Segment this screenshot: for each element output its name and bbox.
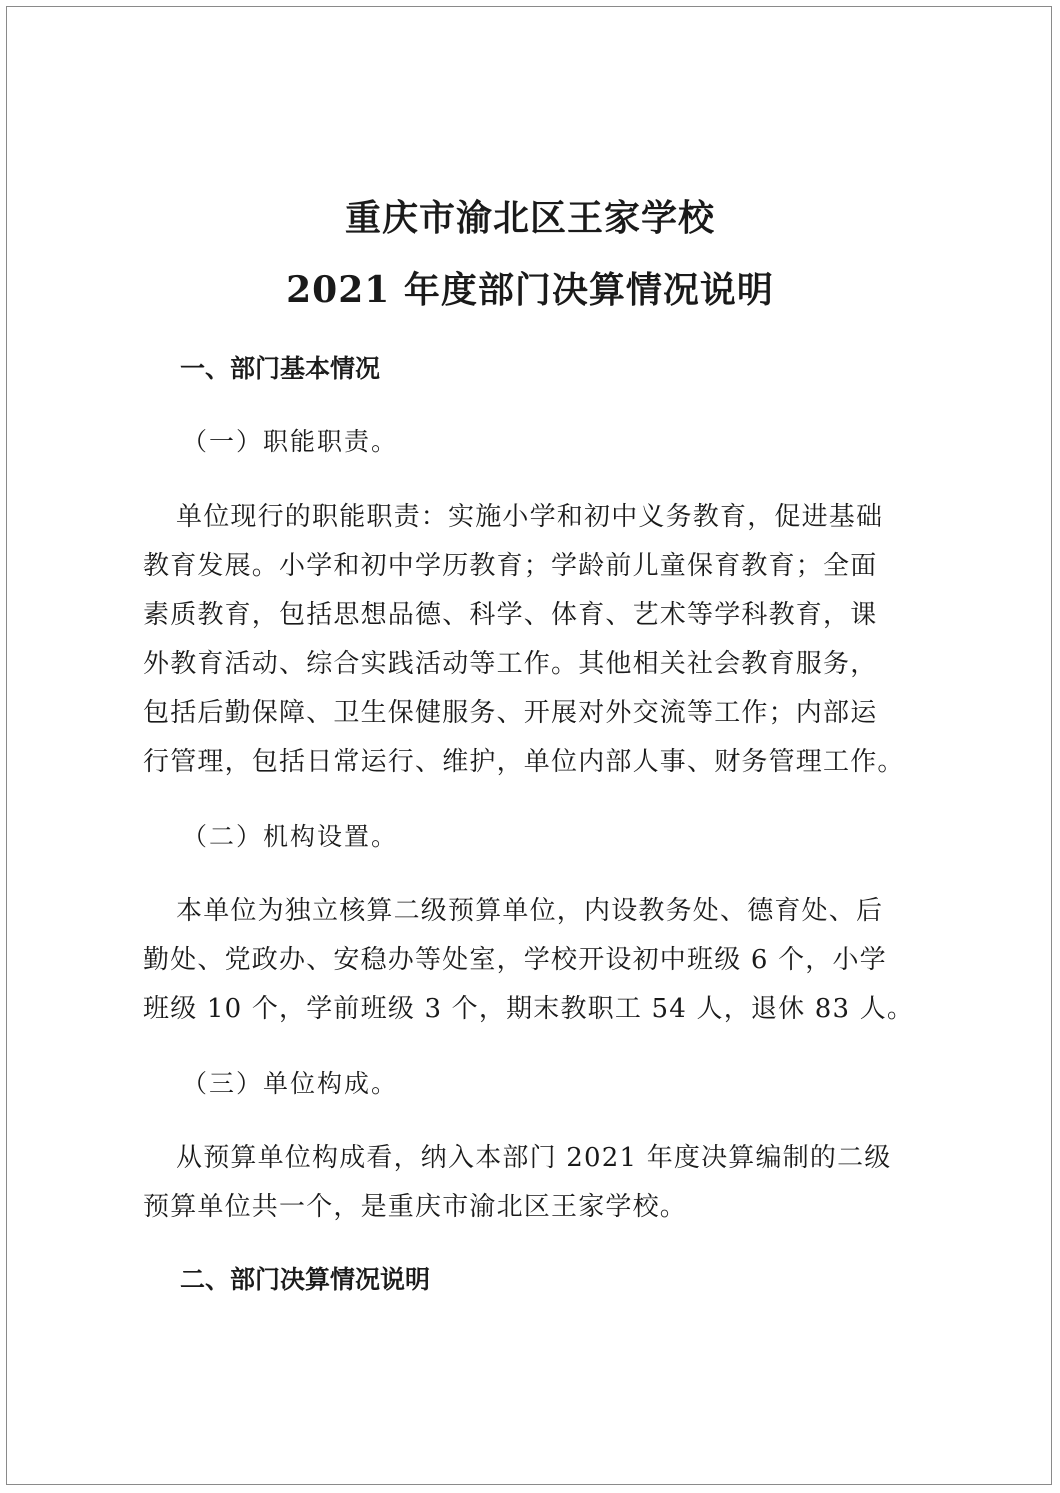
subsection-structure-heading: （二）机构设置。 bbox=[182, 822, 399, 851]
paragraph-line: 本单位为独立核算二级预算单位，内设教务处、德育处、后 bbox=[176, 896, 884, 926]
paragraph-line: 教育发展。小学和初中学历教育；学龄前儿童保育教育；全面 bbox=[143, 551, 878, 581]
document-title-line1: 重庆市渝北区王家学校 bbox=[344, 197, 715, 239]
structure-paragraph bbox=[143, 887, 943, 1034]
paragraph-line: 包括后勤保障、卫生保健服务、开展对外交流等工作；内部运 bbox=[143, 698, 878, 728]
paragraph-line: 从预算单位构成看，纳入本部门 2021 年度决算编制的二级 bbox=[176, 1143, 892, 1173]
paragraph-line: 预算单位共一个，是重庆市渝北区王家学校。 bbox=[143, 1192, 688, 1222]
paragraph-line: 班级 10 个，学前班级 3 个，期末教职工 54 人，退休 83 人。 bbox=[143, 994, 915, 1024]
paragraph-line: 外教育活动、综合实践活动等工作。其他相关社会教育服务， bbox=[143, 649, 878, 679]
composition-paragraph bbox=[143, 1134, 943, 1232]
subsection-composition-heading: （三）单位构成。 bbox=[182, 1069, 399, 1098]
paragraph-line: 行管理，包括日常运行、维护，单位内部人事、财务管理工作。 bbox=[143, 747, 905, 777]
subsection-duties-heading: （一）职能职责。 bbox=[182, 427, 399, 456]
paragraph-line: 素质教育，包括思想品德、科学、体育、艺术等学科教育，课 bbox=[143, 600, 878, 630]
document-title-line2: 2021 年度部门决算情况说明 bbox=[286, 269, 774, 311]
paragraph-line: 勤处、党政办、安稳办等处室，学校开设初中班级 6 个，小学 bbox=[143, 945, 887, 975]
section1-heading: 一、部门基本情况 bbox=[180, 354, 381, 383]
paragraph-line: 单位现行的职能职责：实施小学和初中义务教育，促进基础 bbox=[176, 502, 884, 532]
section2-heading: 二、部门决算情况说明 bbox=[180, 1265, 431, 1294]
duties-paragraph bbox=[143, 493, 943, 787]
